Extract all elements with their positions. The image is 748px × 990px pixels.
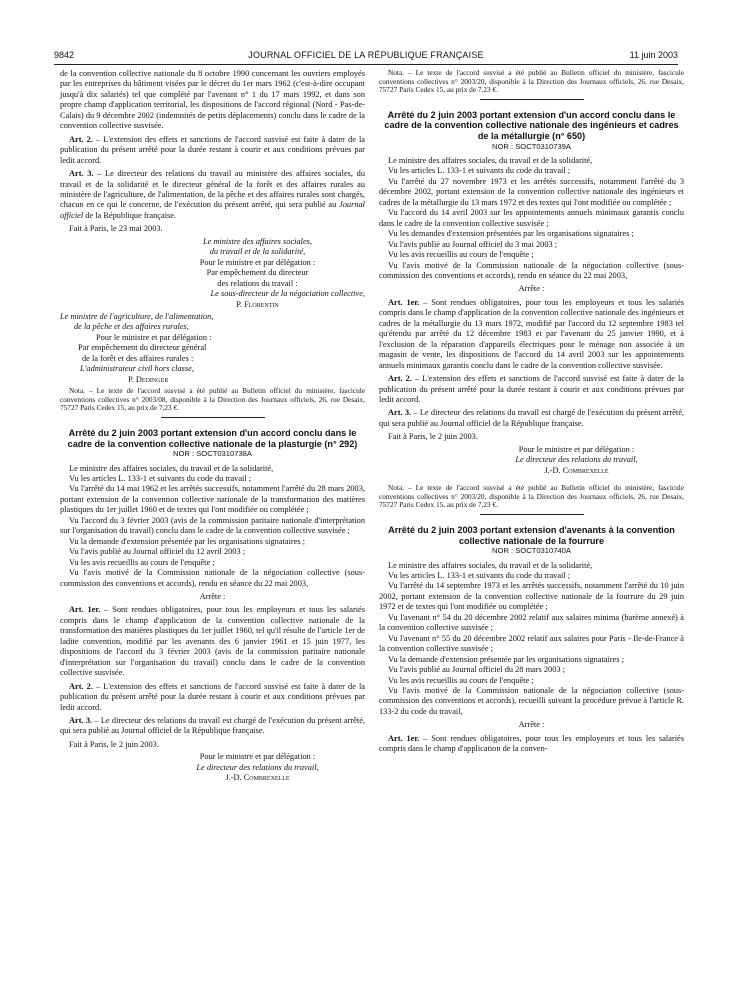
page-header — [54, 50, 678, 64]
paragraph: de la convention collective nationale du 8 octobre 1990 concernant les ouvriers employés par les entreprises du bâtiment visées par le décret du 1er mars 1962 (c'est-à-dire occupant jusqu'à dix salariés) tel que complété par l'avenant n° 1 du 17 mars 1992, et dans son propre champ d'application territorial, les dispositions de l'accord régional (Nord - Pas-de-Calais) du 9 décembre 2002 (indemnités de petits déplacements) conclu dans le cadre de la convention collective susvisée. — [60, 69, 365, 131]
signatory-name: J.-D. Combrexelle — [544, 465, 609, 475]
article-3: Art. 3. – Le directeur des relations du travail est chargé de l'exécution du présent arrêté, qui sera publié au Journal officiel de la République française. — [379, 408, 684, 428]
nota-note: Nota. – Le texte de l'accord susvisé a été publié au Bulletin officiel du ministère, fascicule conventions collectives n° 2003/20, disponible à la Direction des Journaux officiels, 26, rue Desaix, 75727 Paris Cedex 15, au prix de 7,23 €. — [379, 483, 684, 510]
separator — [161, 417, 265, 418]
article-1: Art. 1er. – Sont rendues obligatoires, pour tous les employeurs et tous les salariés compris dans le champ d'application de la convention collective nationale de la transformation des matières plastiques du 1er juillet 1960, tel qu'il résulte de l'article 1er de ladite convention, modifié par les avenants des 6 janvier 1961 et 15 juin 1977, les dispositions de l'accord du 3 février 2003 (avis de la commission paritaire nationale d'interprétation sur l'organisation du travail) conclu dans le cadre de la convention collective susvisée. — [60, 605, 365, 678]
decree-title: Arrêté du 2 juin 2003 portant extension d'avenants à la convention collective nationale de la fourrure — [388, 524, 675, 546]
nor-reference: NOR : SOCT0310738A — [173, 449, 252, 459]
signature-block: Le ministre des affaires sociales, du travail et de la solidarité, Pour le ministre et par délégation : Par empêchement du directeur des relations du travail : Le sous-directeur de la négociation collective, P. Florentin — [60, 237, 365, 310]
article-1: Art. 1er. – Sont rendues obligatoires, pour tous les employeurs et tous les salariés compris dans le champ d'application de la convention collective nationale des ingénieurs et cadres de la métallurgie du 13 mars 1972, modifié par l'accord du 12 septembre 1983 tel qu'étendu par arrêté du 12 décembre 1983 et par l'avenant du 25 janvier 1990, et à l'exclusion de la réparation d'appareils électriques pour le ménage non associée à un magasin de vente, les dispositions de l'accord du 14 avril 2003 sur les appointements annuels minimaux garantis conclu dans le cadre de la convention collective susvisée. — [379, 297, 684, 370]
article-3: Art. 3. – Le directeur des relations du travail au ministère des affaires sociales, du travail et de la solidarité et le directeur général de la forêt et des affaires rurales au ministère de l'agriculture, de l'alimentation, de la pêche et des affaires rurales sont chargés, chacun en ce qui le concerne, de l'exécution du présent arrêté, qui sera publié au Journal officiel de la République française. — [60, 169, 365, 220]
signatory-name: J.-D. Combrexelle — [225, 773, 290, 783]
journal-title: JOURNAL OFFICIEL DE LA RÉPUBLIQUE FRANÇAISE — [248, 50, 484, 60]
article-2: Art. 2. – L'extension des effets et sanctions de l'accord susvisé est faite à dater de la publication du présent arrêté pour la durée restant à courir et aux conditions prévues par ledit accord. — [60, 681, 366, 712]
header-rule — [54, 64, 678, 65]
nor-reference: NOR : SOCT0310739A — [492, 141, 571, 151]
nota-note: Nota. – Le texte de l'accord susvisé a été publié au Bulletin officiel du ministère, fascicule conventions collectives n° 2003/20, disponible à la Direction des Journaux officiels, 26, rue Desaix, 75727 Paris Cedex 15, au prix de 7,23 €. — [379, 68, 684, 95]
arrete-heading: Arrête : — [518, 284, 545, 294]
decree-title: Arrêté du 2 juin 2003 portant extension d'un accord conclu dans le cadre de la convention collective nationale de la plasturgie (n° 292) — [67, 427, 358, 449]
article-2: Art. 2. – L'extension des effets et sanctions de l'accord susvisé est faite à dater de la publication du présent arrêté pour la durée restant à courir et aux conditions prévues par ledit accord. — [60, 134, 366, 165]
left-column: de la convention collective nationale du 8 octobre 1990 concernant les ouvriers employés par les entreprises du bâtiment visées par le décret du 1er mars 1962 (c'est-à-dire occupant jusqu'à dix salariés) tel que complété par l'avenant n° 1 du 17 mars 1992, et dans son propre champ d'application territorial, les dispositions de l'accord régional (Nord - Pas-de-Calais) du 9 décembre 2002 (indemnités de petits déplacements) conclu dans le cadre de la convention collective susvisée. Art. 2. – L'extension des effets et sanctions de l'accord susvisé est faite à dater de la publication du présent arrêté pour la durée restant à courir et aux conditions prévues par ledit accord. Art. 3. – Le directeur des relations du travail au ministère des affaires sociales, du travail et de la solidarité et le directeur général de la forêt et des affaires rurales au ministère de l'agriculture, de l'alimentation, de la pêche et des affaires rurales sont chargés, chacun en ce qui le concerne, de l'exécution du présent arrêté, qui sera publié au Journal officiel de la République française. Fait à Paris, le 23 mai 2003. Le ministre des affaires sociales, du travail et de la solidarité, Pour le ministre et par délégation : Par empêchement du directeur des relations du travail : Le sous-directeur de la négociation collective, P. Florentin Le ministre de l'agriculture, de l'alimentation, de la pêche et des affaires rurales, Pour le ministre et par délégation : Par empêchement du directeur général de la forêt et des affaires rurales : L'administrateur civil hors classe, P. Dedinger Nota. – Le texte de l'accord susvisé a été publié au Bulletin officiel du ministère, fascicule conventions collectives n° 2003/08, disponible à la Direction des Journaux officiels, 26, rue Desaix, 75727 Paris Cedex 15, au prix de 7,23 €. Arrêté du 2 juin 2003 portant extension d'un accord conclu dans le cadre de la convention collective nationale de la plasturgie (n° 292) NOR : SOCT0310738A Le ministre des affaires sociales, du travail et de la solidarité, Vu les articles L. 133-1 et suivants du code du travail ; Vu l'arrêté du 14 mai 1962 et les arrêtés successifs, notamment l'arrêté du 28 mars 2003, portant extension de la convention collective nationale de la transformation des matières plastiques du 1er juillet 1960 et de textes qui l'ont modifiée ou complétée ; Vu l'accord du 3 février 2003 (avis de la commission paritaire nationale d'interprétation sur l'organisation du travail) conclu dans le cadre de la convention collective susvisée ; Vu la demande d'extension présentée par les organisations signataires ; Vu l'avis publié au Journal officiel du 12 avril 2003 ; Vu les avis recueillis au cours de l'enquête ; Vu l'avis motivé de la Commission nationale de la négociation collective (sous-commission des conventions et accords), rendu en séance du 22 mai 2003, Arrête : Art. 1er. – Sont rendues obligatoires, pour tous les employeurs et tous les salariés compris dans le champ d'application de la convention collective nationale de la transformation des matières plastiques du 1er juillet 1960, tel qu'il résulte de l'article 1er de ladite convention, modifié par les avenants des 6 janvier 1961 et 15 juin 1977, les dispositions de l'accord du 3 février 2003 (avis de la commission paritaire nationale d'interprétation sur l'organisation du travail) conclu dans le cadre de la convention collective susvisée. Art. 2. – L'extension des effets et sanctions de l'accord susvisé est faite à dater de la publication du présent arrêté pour la durée restant à courir et aux conditions prévues par ledit accord. Art. 3. – Le directeur des relations du travail est chargé de l'exécution du présent arrêté, qui sera publié au Journal officiel de la République française. Fait à Paris, le 2 juin 2003. Pour le ministre et par délégation : Le directeur des relations du travail, J.-D. Combrexelle — [60, 69, 366, 783]
article-3: Art. 3. – Le directeur des relations du travail est chargé de l'exécution du présent arrêté, qui sera publié au Journal officiel de la République française. — [60, 715, 365, 736]
page-number: 9842 — [54, 50, 75, 60]
signatory-name: P. Dedinger — [128, 374, 169, 384]
article-1: Art. 1er. – Sont rendues obligatoires, pour tous les employeurs et tous les salariés compris dans le champ d'application de la conven- — [379, 733, 684, 754]
separator — [480, 99, 584, 100]
arrete-heading: Arrête : — [199, 592, 226, 601]
right-column: Nota. – Le texte de l'accord susvisé a été publié au Bulletin officiel du ministère, fascicule conventions collectives n° 2003/20, disponible à la Direction des Journaux officiels, 26, rue Desaix, 75727 Paris Cedex 15, au prix de 7,23 €. Arrêté du 2 juin 2003 portant extension d'un accord conclu dans le cadre de la convention collective nationale des ingénieurs et cadres de la métallurgie (n° 650) NOR : SOCT0310739A Le ministre des affaires sociales, du travail et de la solidarité, Vu les articles L. 133-1 et suivants du code du travail ; Vu l'arrêté du 27 novembre 1973 et les arrêtés successifs, notamment l'arrêté du 3 décembre 2002, portant extension de la convention collective nationale des ingénieurs et cadres de la métallurgie du 13 mars 1972 et des textes qui l'ont modifiée ou complétée ; Vu l'accord du 14 avril 2003 sur les appointements annuels minimaux garantis conclu dans le cadre de la convention collective susvisée ; Vu les demandes d'extension présentées par les organisations signataires ; Vu l'avis publié au Journal officiel du 3 mai 2003 ; Vu les avis recueillis au cours de l'enquête ; Vu l'avis motivé de la Commission nationale de la négociation collective (sous-commission des conventions et accords), rendu en séance du 22 mai 2003, Arrête : Art. 1er. – Sont rendues obligatoires, pour tous les employeurs et tous les salariés compris dans le champ d'application de la convention collective nationale des ingénieurs et cadres de la métallurgie du 13 mars 1972, modifié par l'accord du 12 septembre 1983 tel qu'étendu par arrêté du 12 décembre 1983 et par l'avenant du 25 janvier 1990, et à l'exclusion de la réparation d'appareils électriques pour le ménage non associée à un magasin de vente, les dispositions de l'accord du 14 avril 2003 sur les appointements annuels minimaux garantis conclu dans le cadre de la convention collective susvisée. Art. 2. – L'extension des effets et sanctions de l'accord susvisé est faite à dater de la publication du présent arrêté pour la durée restant à courir et aux conditions prévues par ledit accord. Art. 3. – Le directeur des relations du travail est chargé de l'exécution du présent arrêté, qui sera publié au Journal officiel de la République française. Fait à Paris, le 2 juin 2003. Pour le ministre et par délégation : Le directeur des relations du travail, J.-D. Combrexelle Nota. – Le texte de l'accord susvisé a été publié au Bulletin officiel du ministère, fascicule conventions collectives n° 2003/20, disponible à la Direction des Journaux officiels, 26, rue Desaix, 75727 Paris Cedex 15, au prix de 7,23 €. Arrêté du 2 juin 2003 portant extension d'avenants à la convention collective nationale de la fourrure NOR : SOCT0310740A Le ministre des affaires sociales, du travail et de la solidarité, Vu les articles L. 133-1 et suivants du code du travail ; Vu l'arrêté du 14 septembre 1973 et les arrêtés successifs, notamment l'arrêté du 10 juin 2002, portant extension de la convention collective nationale de la fourrure du 29 juin 1972 et de textes qui l'ont modifiée ou complétée ; Vu l'avenant n° 54 du 20 décembre 2002 relatif aux salaires minima (barème annexé) à la convention collective susvisée ; Vu l'avenant n° 55 du 20 décembre 2002 relatif aux salaires pour Paris - Ile-de-France à la convention collective susvisée ; Vu la demande d'extension présentée par les organisations signataires ; Vu l'avis publié au Journal officiel du 28 mars 2003 ; Vu les avis recueillis au cours de l'enquête ; Vu l'avis motivé de la Commission nationale de la négociation collective (sous-commission des conventions et accords), recueilli suivant la procédure prévue à l'article R. 133-2 du code du travail, Arrête : Art. 1er. – Sont rendues obligatoires, pour tous les employeurs et tous les salariés compris dans le champ d'application de la conven- — [379, 68, 685, 754]
signatory-name: P. Florentin — [236, 299, 279, 309]
separator — [480, 514, 584, 515]
signing-place-date: Fait à Paris, le 23 mai 2003. — [69, 224, 163, 234]
article-2: Art. 2. – L'extension des effets et sanctions de l'accord susvisé est faite à dater de la publication du présent arrêté pour la durée restant à courir et aux conditions prévues par ledit accord. — [379, 374, 685, 404]
signature-block: Pour le ministre et par délégation : Le directeur des relations du travail, J.-D. Combrexelle — [60, 752, 365, 783]
nota-note: Nota. – Le texte de l'accord susvisé a été publié au Bulletin officiel du ministère, fascicule conventions collectives n° 2003/08, disponible à la Direction des Journaux officiels, 26, rue Desaix, 75727 Paris Cedex 15, au prix de 7,23 €. — [60, 386, 365, 413]
issue-date: 11 juin 2003 — [629, 50, 678, 60]
signature-block: Le ministre de l'agriculture, de l'alimentation, de la pêche et des affaires rurales, Pour le ministre et par délégation : Par empêchement du directeur général de la forêt et des affaires rurales : L'administrateur civil hors classe, P. Dedinger — [60, 312, 365, 385]
signature-block: Pour le ministre et par délégation : Le directeur des relations du travail, J.-D. Combrexelle — [379, 445, 684, 476]
arrete-heading: Arrête : — [518, 720, 545, 730]
nor-reference: NOR : SOCT0310740A — [492, 546, 571, 556]
decree-title: Arrêté du 2 juin 2003 portant extension d'un accord conclu dans le cadre de la convention collective nationale des ingénieurs et cadres de la métallurgie (n° 650) — [384, 109, 679, 141]
